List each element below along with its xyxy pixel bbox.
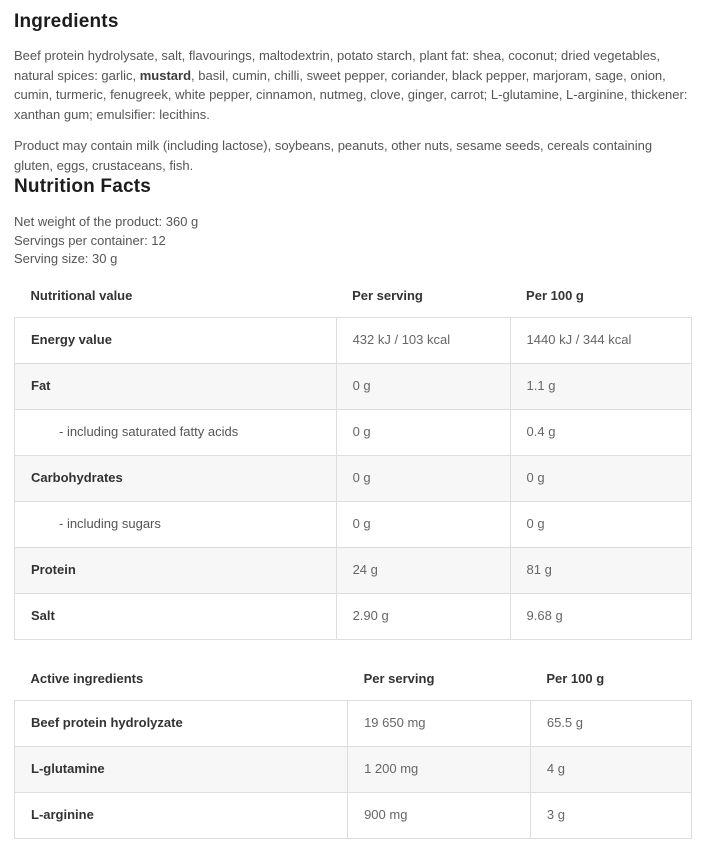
column-header-per-serving: Per serving bbox=[363, 670, 435, 686]
nutrient-name-cell: Salt bbox=[15, 593, 337, 639]
per-serving-cell: 432 kJ / 103 kcal bbox=[336, 317, 510, 363]
per-100g-cell: 81 g bbox=[510, 547, 691, 593]
per-100g-cell: 1440 kJ / 344 kcal bbox=[510, 317, 691, 363]
net-weight-line: Net weight of the product: 360 g bbox=[14, 214, 199, 229]
column-header-per-serving: Per serving bbox=[352, 287, 423, 303]
table-row bbox=[15, 317, 692, 363]
nutrient-name-cell: Energy value bbox=[15, 317, 337, 363]
column-header-nutritional-value: Nutritional value bbox=[30, 287, 133, 303]
column-header-per-100g: Per 100 g bbox=[526, 287, 584, 303]
table-row bbox=[15, 700, 692, 746]
column-header-active-ingredients: Active ingredients bbox=[30, 670, 144, 686]
per-serving-cell: 24 g bbox=[336, 547, 510, 593]
table-row bbox=[15, 547, 692, 593]
table-row bbox=[15, 409, 692, 455]
active-ingredients-table bbox=[14, 671, 692, 839]
ingredient-name-cell: Beef protein hydrolyzate bbox=[15, 700, 348, 746]
per-100g-cell: 65.5 g bbox=[530, 700, 691, 746]
table-row bbox=[15, 593, 692, 639]
column-header-per-100g: Per 100 g bbox=[546, 670, 605, 686]
nutrient-name-cell: Fat bbox=[15, 363, 337, 409]
per-serving-cell: 2.90 g bbox=[336, 593, 510, 639]
per-100g-cell: 0 g bbox=[510, 501, 691, 547]
nutrient-name-cell: Protein bbox=[15, 547, 337, 593]
per-100g-cell: 1.1 g bbox=[510, 363, 691, 409]
ingredient-name-cell: L-glutamine bbox=[15, 746, 348, 792]
nutrition-facts-heading: Nutrition Facts bbox=[14, 176, 152, 197]
per-serving-cell: 0 g bbox=[336, 501, 510, 547]
ingredients-heading: Ingredients bbox=[14, 11, 119, 32]
table-header-row bbox=[15, 288, 692, 318]
nutritional-value-table bbox=[14, 288, 692, 640]
table-header-row bbox=[15, 671, 692, 701]
table-row bbox=[15, 792, 692, 838]
nutrient-name-cell: - including sugars bbox=[15, 501, 337, 547]
composition-text-end: , basil, cumin, chilli, sweet pepper, coriander, black pepper, marjoram, sage, onion, cumin, turmeric, fenugreek, white pepper, cinnamon, nutmeg, clove, ginger, carrot; L-glutamine, L-arginine, thickener: xanthan gum; emulsifier: lecithins. bbox=[14, 67, 688, 122]
composition-allergen-bold: mustard bbox=[139, 67, 192, 83]
table-row bbox=[15, 501, 692, 547]
per-100g-cell: 9.68 g bbox=[510, 593, 691, 639]
per-serving-cell: 19 650 mg bbox=[348, 700, 531, 746]
per-serving-cell: 0 g bbox=[336, 409, 510, 455]
nutrient-name-cell: - including saturated fatty acids bbox=[15, 409, 337, 455]
per-100g-cell: 0.4 g bbox=[510, 409, 691, 455]
per-serving-cell: 0 g bbox=[336, 363, 510, 409]
table-row bbox=[15, 363, 692, 409]
allergen-note-text: Product may contain milk (including lactose), soybeans, peanuts, other nuts, sesame seeds, cereals containing gluten, eggs, crustaceans, fish. bbox=[14, 138, 653, 173]
per-100g-cell: 3 g bbox=[530, 792, 691, 838]
serving-info-block bbox=[14, 213, 692, 269]
table-row bbox=[15, 746, 692, 792]
per-100g-cell: 4 g bbox=[530, 746, 691, 792]
per-serving-cell: 900 mg bbox=[348, 792, 531, 838]
per-serving-cell: 1 200 mg bbox=[348, 746, 531, 792]
per-serving-cell: 0 g bbox=[336, 455, 510, 501]
per-100g-cell: 0 g bbox=[510, 455, 691, 501]
servings-per-container-line: Servings per container: 12 bbox=[14, 232, 166, 248]
composition-text-start: Beef protein hydrolysate, salt, flavourings, maltodextrin, potato starch, plant fat: shea, coconut; dried vegetables, natural spices: garlic, bbox=[14, 48, 661, 83]
nutrient-name-cell: Carbohydrates bbox=[15, 455, 337, 501]
ingredients-composition-text bbox=[14, 46, 692, 124]
ingredient-name-cell: L-arginine bbox=[15, 792, 348, 838]
table-row bbox=[15, 455, 692, 501]
serving-size-line: Serving size: 30 g bbox=[14, 251, 118, 266]
